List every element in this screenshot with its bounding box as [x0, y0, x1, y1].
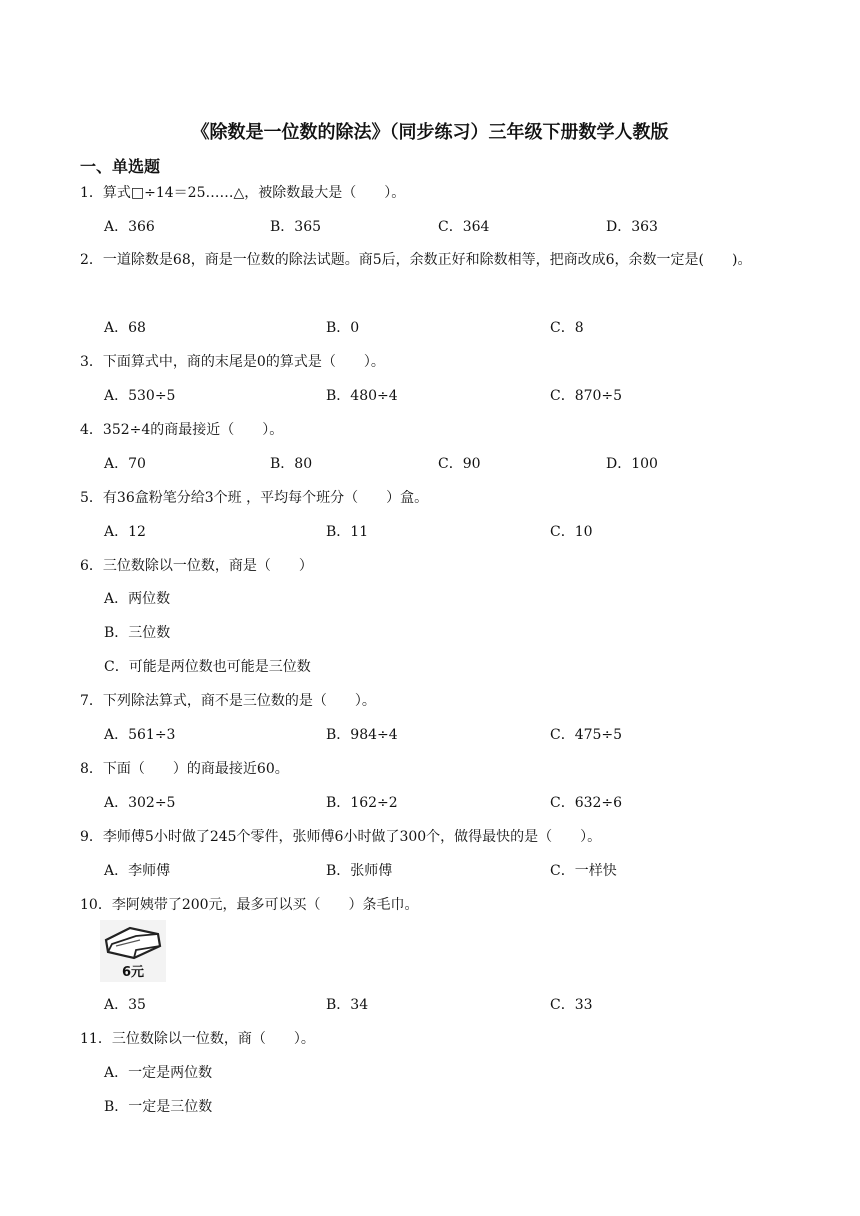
- question-10: 10．李阿姨带了200元，最多可以买（ ）条毛巾。: [80, 897, 419, 913]
- q2-option-b[interactable]: B．0: [326, 320, 360, 336]
- q9-option-a[interactable]: A．李师傅: [104, 863, 171, 879]
- question-1: 1．算式□÷14＝25……△，被除数最大是（ ）。: [80, 185, 406, 201]
- q7-option-a[interactable]: A．561÷3: [104, 727, 176, 743]
- q1-option-d[interactable]: D．363: [606, 219, 658, 235]
- q10-option-a[interactable]: A．35: [104, 997, 146, 1013]
- q6-option-b[interactable]: B．三位数: [104, 625, 171, 641]
- q3-option-b[interactable]: B．480÷4: [326, 388, 398, 404]
- q1-option-a[interactable]: A．366: [104, 219, 155, 235]
- question-2: 2．一道除数是68，商是一位数的除法试题。商5后，余数正好和除数相等，把商改成6，余数一定是( )。: [80, 252, 752, 268]
- question-5: 5．有36盒粉笔分给3个班 ，平均每个班分（ ）盒。: [80, 490, 429, 506]
- question-7: 7．下列除法算式，商不是三位数的是（ ）。: [80, 693, 376, 709]
- towel-picture: [100, 920, 166, 982]
- q5-option-c[interactable]: C．10: [550, 524, 593, 540]
- question-4: 4．352÷4的商最接近（ ）。: [80, 422, 284, 438]
- page-title: 《除数是一位数的除法》（同步练习）三年级下册数学人教版: [191, 122, 669, 143]
- q8-option-c[interactable]: C．632÷6: [550, 795, 623, 811]
- towel-price-label: 6元: [121, 965, 145, 980]
- q5-option-b[interactable]: B．11: [326, 524, 369, 540]
- q6-option-c[interactable]: C．可能是两位数也可能是三位数: [104, 659, 311, 675]
- q8-option-b[interactable]: B．162÷2: [326, 795, 398, 811]
- q11-option-b[interactable]: B．一定是三位数: [104, 1099, 213, 1115]
- section-heading: 一、单选题: [80, 157, 161, 176]
- question-8: 8．下面（ ）的商最接近60。: [80, 761, 289, 777]
- q2-option-a[interactable]: A．68: [104, 320, 146, 336]
- q10-option-c[interactable]: C．33: [550, 997, 593, 1013]
- q6-option-a[interactable]: A．两位数: [104, 591, 171, 607]
- question-3: 3．下面算式中，商的末尾是0的算式是（ ）。: [80, 354, 385, 370]
- q10-option-b[interactable]: B．34: [326, 997, 369, 1013]
- q1-option-c[interactable]: C．364: [438, 219, 490, 235]
- q3-option-a[interactable]: A．530÷5: [104, 388, 176, 404]
- q1-option-b[interactable]: B．365: [270, 219, 322, 235]
- q4-option-b[interactable]: B．80: [270, 456, 313, 472]
- question-11: 11．三位数除以一位数，商（ ）。: [80, 1031, 315, 1047]
- q2-option-c[interactable]: C．8: [550, 320, 584, 336]
- q5-option-a[interactable]: A．12: [104, 524, 146, 540]
- q4-option-a[interactable]: A．70: [104, 456, 146, 472]
- q7-option-c[interactable]: C．475÷5: [550, 727, 623, 743]
- q4-option-c[interactable]: C．90: [438, 456, 481, 472]
- q8-option-a[interactable]: A．302÷5: [104, 795, 176, 811]
- question-9: 9．李师傅5小时做了245个零件，张师傅6小时做了300个，做得最快的是（ ）。: [80, 829, 602, 845]
- q11-option-a[interactable]: A．一定是两位数: [104, 1065, 213, 1081]
- q9-option-b[interactable]: B．张师傅: [326, 863, 393, 879]
- question-6: 6．三位数除以一位数，商是（ ）: [80, 558, 313, 574]
- q9-option-c[interactable]: C．一样快: [550, 863, 617, 879]
- q4-option-d[interactable]: D．100: [606, 456, 658, 472]
- q3-option-c[interactable]: C．870÷5: [550, 388, 623, 404]
- q7-option-b[interactable]: B．984÷4: [326, 727, 398, 743]
